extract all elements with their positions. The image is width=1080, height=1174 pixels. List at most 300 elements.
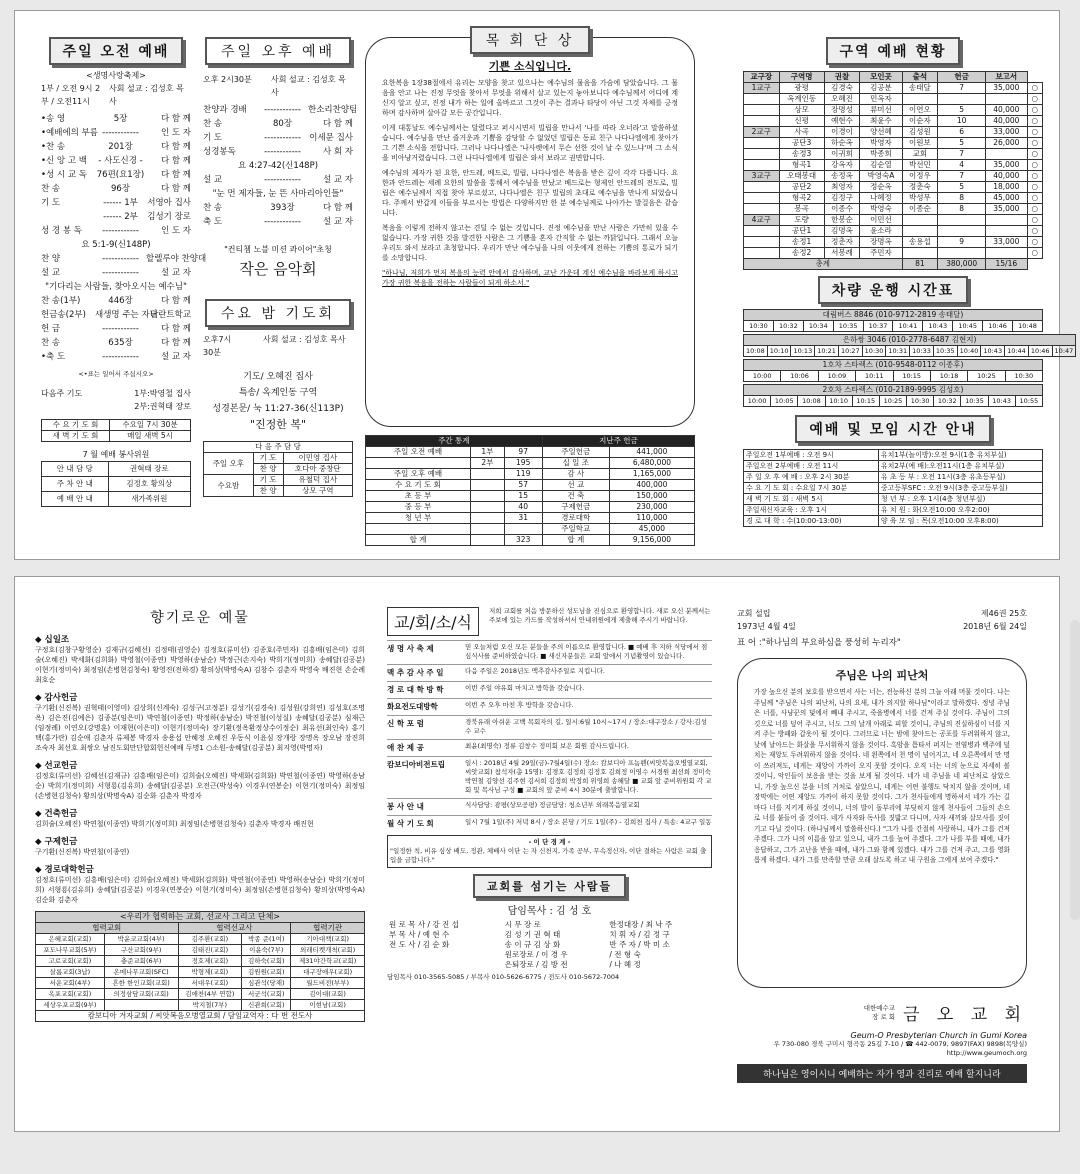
bus-time: 10:47: [1052, 346, 1076, 357]
district-cell: 송정2: [779, 248, 824, 259]
staff-cell: 김 성 기 권 혁 태: [504, 930, 561, 939]
offering-cell: 십 일 조: [542, 458, 609, 469]
news-title: 교/회/소/식: [387, 607, 479, 636]
offering-cell: 주일 오전 예배: [366, 447, 471, 458]
am-order-row: [41, 182, 191, 196]
partner-cell: 의정삼담교회(교회): [104, 989, 178, 1000]
am-order-row-cell: •송 영: [41, 114, 66, 124]
offering-cell: 경로대학: [542, 513, 609, 524]
am-subtitle: <생명사랑축제>: [86, 71, 146, 80]
bus-time: 10:31: [886, 346, 910, 357]
partner-cell: 정호제(교회): [178, 956, 242, 967]
schedule-cell: 새 벽 기 도 회 : 새벽 5시: [744, 494, 879, 505]
pm-order-row: [203, 103, 358, 117]
district-cell: 양선혜: [860, 127, 902, 138]
district-total-reports: 15/16: [986, 259, 1028, 270]
staff-row: [387, 950, 712, 960]
offering-cell: 중 등 부: [366, 502, 471, 513]
partners-head: 협력교회: [36, 923, 179, 934]
bus-route-table: [743, 384, 1043, 407]
bus-time: 10:46: [983, 321, 1013, 332]
offering-cell: 15: [504, 491, 542, 502]
bus-time: 10:27: [838, 346, 862, 357]
offering-cell: 57: [504, 480, 542, 491]
nw-service: 수요밤: [204, 475, 254, 497]
district-cell: [744, 138, 780, 149]
pastor-column: [365, 33, 695, 552]
report-check-icon: ○: [1027, 171, 1042, 182]
report-check-icon: ○: [1027, 127, 1042, 138]
page-scrollbar[interactable]: [1070, 620, 1080, 920]
am-order-row: [41, 238, 191, 252]
am-order-row: [41, 266, 191, 280]
am-order-row: [41, 350, 191, 364]
am-order-row: [41, 154, 191, 168]
partners-head: 협력선교사: [178, 923, 291, 934]
news-item-label: 월 삭 기 도 회: [387, 819, 434, 828]
staff-cell: 원 로 목 사 / 강 진 섭: [389, 920, 459, 929]
district-cell: 40,000: [986, 105, 1028, 116]
gift-section: ◆ 감사헌금: [35, 693, 78, 703]
am-order-row-cell: 다 함 께: [160, 114, 191, 124]
am-note: <•표는 일어서 주십시오>: [78, 370, 154, 378]
offering-row: [366, 480, 695, 491]
nw-service: 주일 오후: [204, 453, 254, 475]
staff-cell: 전 도 사 / 김 순 화: [389, 940, 450, 949]
offering-cell: 청 년 부: [366, 513, 471, 524]
news-item-label: 애 찬 제 공: [387, 743, 424, 752]
schedule-cell: 경 로 대 학 : 수(10:00-13:00): [744, 516, 879, 527]
bus-time: 10:55: [1015, 396, 1042, 407]
vol-name: 새가족위원: [108, 492, 190, 507]
district-title: 구역 예배 현황: [826, 37, 961, 65]
am-order-row-cell: 찬 송: [41, 184, 61, 194]
gift-list: 김정호(류미선) 김혜선(김재규) 김흥배(임은미) 김희술(오혜진) 박세화(김희화) 박연철(이종연) 박영하(송남순) 박희기(정미희) 서형룡(김유희) 송혜달(김공분) 오전근(박성숙) 이경우(연봉순) 이현기(정미숙) 최정임(손병현김청숙) 황의상(박명숙A) 김순화 김춘자 박경자: [35, 772, 365, 800]
offering-cell: 40: [504, 502, 542, 513]
schedule-row: [744, 494, 1043, 505]
offering-cell: 323: [504, 535, 542, 546]
church-name: 금 오 교 회: [903, 1005, 1027, 1025]
partner-cell: 온메나무교회(SFC): [104, 967, 178, 978]
report-check-icon: ○: [1027, 204, 1042, 215]
offering-cell: 195: [504, 458, 542, 469]
offering-cell: 97: [504, 447, 542, 458]
news-item-label: 신 학 포 럼: [387, 719, 424, 728]
news-item-text: 경북유래 아쉬운 고백 목회자의 길, 일시:6월 10시~17시 / 장소:대구장소 / 강사:김성수 교수: [465, 718, 707, 735]
news-item-text: 일시 : 2018년 4월 29일(금)-7월4일(수) 장소: 캄보디아 프놈펜(씨앗복음오병열교회, 씨앗교회) 참석자(총 15명): 김경호 김정희 김정호 김희정 이영수 서경원 최선희 정미숙 박연철 김양선 김주현 김서희 김정희 박정희 위영희 송혜달 ■ 교회 앞 준비위원회 각 교회 및 목사님 구성 ■ 교회의 앞 준비 4시 30분에 출발합니다.: [465, 759, 712, 794]
gift-list: 구기환(신진복) 박연철(이종연): [35, 848, 130, 856]
next-week-title: 다 음 주 담 당: [204, 442, 353, 453]
am-order-row-cell: 다 함 께: [160, 170, 191, 180]
am-order-row-cell: 다 함 께: [160, 156, 191, 166]
district-cell: [902, 215, 938, 226]
district-cell: 40,000: [986, 171, 1028, 182]
district-cell: 상모: [779, 105, 824, 116]
am-order-row-cell: 76편(요1장): [96, 170, 145, 180]
partner-cell: 대구장애우(교회): [291, 967, 365, 978]
partner-cell: 고로교회(교회): [36, 956, 105, 967]
pm-order-row-cell: 사 회 자: [322, 147, 353, 157]
volunteer-title: 7 월 예배 봉사위원: [82, 450, 150, 459]
partner-row: [36, 978, 365, 989]
schedule-cell: 유 치 원 : 화(오전10:00 오후2:00): [878, 505, 1042, 516]
am-order-row-cell: •찬 송: [41, 142, 66, 152]
gift-section: ◆ 십일조: [35, 635, 70, 645]
bus-time: 10:00: [744, 396, 771, 407]
district-header-cell: 교구장: [744, 72, 780, 83]
district-cell: [902, 226, 938, 237]
nw-role: 기 도: [253, 475, 283, 486]
district-cell: 사곡: [779, 127, 824, 138]
pm-order-list: [203, 103, 358, 229]
bus-time: 10:25: [879, 396, 906, 407]
am-order-row: [41, 196, 191, 210]
wed-pastor: 사회 설교 : 김성호 목사: [263, 335, 346, 344]
staff-cell: 은퇴장로 / 김 방 전: [504, 960, 568, 969]
pm-order-row-cell: ------------: [264, 217, 301, 227]
schedule-table: [743, 449, 1043, 527]
staff-cell: 원로장로 / 이 경 우: [504, 950, 568, 959]
staff-cell: / 전 형 숙: [609, 950, 641, 959]
staff-row: [387, 960, 712, 970]
am-order-row-cell: ------ 1부: [103, 198, 138, 208]
am-order-row-cell: 찬 양: [41, 254, 61, 264]
bus-time: 10:45: [953, 321, 983, 332]
partner-row: [36, 967, 365, 978]
schedule-cell: 주 일 오 후 예 배 : 오후 2시 30분: [744, 472, 879, 483]
news-item: [387, 815, 712, 829]
partner-cell: 기아대책(교회): [291, 934, 365, 945]
district-cell: 1교구: [744, 83, 780, 94]
wed-title: 수요 밤 기도회: [205, 299, 351, 327]
bus-route-name: 은하쌍 3046 (010-2778-6487 김현지): [744, 335, 1076, 346]
bus-time: 10:35: [961, 396, 988, 407]
staff-cell: [387, 950, 503, 960]
bus-time: 10:33: [910, 346, 934, 357]
district-cell: 8: [938, 193, 986, 204]
am-order-row-cell: 할렐루야 찬양대: [146, 254, 207, 264]
gift-section: ◆ 구제헌금: [35, 837, 78, 847]
pm-order-row-cell: ------------: [264, 133, 301, 143]
offering-cell: [366, 458, 471, 469]
bus-route-header: [744, 335, 1076, 346]
staff-row: [387, 930, 712, 940]
pm-order-row: [203, 145, 353, 159]
district-cell: 봉곡: [779, 204, 824, 215]
staff-row: [387, 940, 712, 950]
church-denomination: 대한예수교: [863, 1003, 896, 1012]
district-cell: 박종희: [860, 149, 902, 160]
district-cell: 윤소라: [860, 226, 902, 237]
district-cell: 김명옥: [824, 226, 860, 237]
bus-time: 10:43: [981, 346, 1005, 357]
district-cell: 송태달: [902, 83, 938, 94]
am-order-row-cell: 헌 금: [41, 324, 61, 334]
bulletin-outer-sheet: [14, 576, 1060, 1132]
pm-order-row: [203, 117, 353, 131]
partners-table: [35, 911, 365, 1022]
district-cell: 정순옥: [860, 182, 902, 193]
bus-time: 10:05: [771, 396, 798, 407]
news-item-label: 경 로 대 학 방 학: [387, 685, 444, 694]
staff-phones: 담임목사 010-3565-5085 / 부목사 010-5626-6775 / 전도사 010-5672-7004: [387, 973, 620, 981]
district-row: [744, 193, 1043, 204]
district-cell: 도량: [779, 215, 824, 226]
district-cell: [744, 105, 780, 116]
staff-table: [387, 920, 712, 970]
pm-order-row-cell: 찬 송: [203, 119, 223, 129]
district-total-att: 81: [902, 259, 938, 270]
wed-line-1: 기도/ 오혜진 집사: [243, 372, 313, 382]
am-order-row-cell: •신 앙 고 백: [41, 156, 87, 166]
news-item-text: 다음 주일은 2018년도 맥추감사주일로 지킵니다.: [465, 667, 605, 675]
district-cell: [744, 248, 780, 259]
schedule-row: [744, 450, 1043, 461]
pm-order-row-text: 요 4:27-42(신148P): [237, 161, 319, 171]
district-cell: 오혜진: [824, 94, 860, 105]
bus-time: 10:11: [856, 371, 893, 382]
partner-row: [36, 956, 365, 967]
bus-time: 10:41: [893, 321, 923, 332]
last-week-offering-header: 지난주 헌금: [542, 436, 694, 447]
offering-cell: 주일 오후 예배: [366, 469, 471, 480]
district-cell: [744, 237, 780, 248]
offering-row: [366, 469, 695, 480]
district-cell: 7: [938, 149, 986, 160]
am-order-row-text: 요 5:1-9(신148P): [81, 240, 151, 250]
bus-time: 10:30: [744, 321, 774, 332]
established-label: 교회 설립: [737, 609, 771, 618]
schedule-row: [744, 505, 1043, 516]
nw-role: 기 도: [253, 453, 283, 464]
district-cell: [744, 94, 780, 105]
offering-cell: [471, 524, 505, 535]
bus-time: 10:15: [893, 371, 930, 382]
offering-cell: 31: [504, 513, 542, 524]
partner-cell: 살롬교회(3납): [36, 967, 105, 978]
schedule-cell: 양 육 모 임 : 목(오전10:00 오후8:00): [878, 516, 1042, 527]
am-order-row-cell: 635장: [108, 338, 133, 348]
district-cell: 9: [938, 237, 986, 248]
bus-time: 10:30: [862, 346, 886, 357]
am-order-row-cell: ------------: [102, 226, 139, 236]
staff-title: 교회를 섬기는 사람들: [473, 874, 626, 898]
staff-cell: / 나 혜 정: [609, 960, 641, 969]
am-order-row-cell: •축 도: [41, 352, 66, 362]
gift-section: ◆ 경로대학헌금: [35, 865, 94, 875]
am-order-row-cell: [41, 210, 95, 224]
offering-row: [366, 458, 695, 469]
district-cell: 박영숙: [860, 204, 902, 215]
am-order-row-cell: 446장: [108, 296, 133, 306]
district-cell: 최윤수: [860, 116, 902, 127]
district-cell: 40,000: [986, 116, 1028, 127]
schedule-row: [744, 516, 1043, 527]
district-cell: [902, 248, 938, 259]
district-cell: 하순옥: [824, 138, 860, 149]
district-row: [744, 226, 1043, 237]
report-check-icon: ○: [1027, 226, 1042, 237]
offering-cell: 6,480,000: [609, 458, 694, 469]
pm-order-row-cell: 찬 송: [203, 203, 223, 213]
district-cell: 이연오: [902, 105, 938, 116]
offering-cell: [471, 491, 505, 502]
bus-time: 10:35: [833, 321, 863, 332]
bus-time: 10:43: [923, 321, 953, 332]
offering-cell: 110,000: [609, 513, 694, 524]
district-cell: 45,000: [986, 193, 1028, 204]
report-check-icon: ○: [1027, 160, 1042, 171]
district-cell: 강옥자: [824, 160, 860, 171]
district-cell: [986, 149, 1028, 160]
partner-row: [36, 1000, 365, 1011]
news-item-label: 봉 사 안 내: [387, 802, 424, 811]
prayer-time: 수요일 7시 30분: [110, 420, 191, 431]
district-cell: 송정1: [779, 237, 824, 248]
district-cell: 공단3: [779, 138, 824, 149]
offering-cell: 선 교: [542, 480, 609, 491]
am-order-row: [41, 112, 191, 126]
news-item-text: 일시 7월 1일(주) 저녁 8시 / 장소 본당 / 기도 1일(주) - 김희천 집사 / 특송: 4교구 일동: [465, 818, 712, 826]
bus-route-header: [744, 385, 1043, 396]
district-header-cell: 출석: [902, 72, 938, 83]
vol-name: 김정호 황의상: [108, 477, 190, 492]
am-order-row-cell: 다 함 께: [160, 324, 191, 334]
senior-pastor: 담임목사 : 김 성 호: [507, 906, 592, 917]
am-order-row-cell: •성 시 교 독: [41, 170, 87, 180]
am-title: 주일 오전 예배: [49, 37, 184, 65]
district-row: [744, 248, 1043, 259]
poem-box: [737, 658, 1027, 988]
offering-cell: 구제헌금: [542, 502, 609, 513]
district-header-cell: 헌금: [938, 72, 986, 83]
prayer-time: 매일 새벽 5시: [110, 431, 191, 442]
partner-cell: 구산교회(9부): [104, 945, 178, 956]
vol-name: 권혁태 장로: [108, 462, 190, 477]
offering-cell: 합 계: [366, 535, 471, 546]
warning-box: [387, 835, 712, 868]
pm-order-row-cell: 설 교 자: [322, 217, 353, 227]
news-list: [387, 640, 712, 829]
district-cell: 이민선: [860, 215, 902, 226]
district-cell: [744, 226, 780, 237]
bus-route-table: [743, 309, 1043, 332]
warning-title: - 이 단 경 계 -: [528, 838, 571, 846]
pastor-paragraph: 이게 대통날도 예수님께서는 달렸다고 퍼시시면서 빌립을 만나서 '나를 따라 오너라'고 말씀하셨습니다. 예수님을 만난 즐거운과 기쁨을 감당할 수 없었던 빌립은 동료 친구 나다나엘에게 찾아가 그 기쁜 소식을 전합니다. 그러나 나다나엘은 '나사렛에서 무슨 선한 것이 날 수 있느냐'며 그 소식을 비아냥거렸습니다. 그런 나다나엘에게 빌립은 와서 보라고 권면합니다.: [382, 124, 678, 162]
pm-order-row-cell: 찬양과 경배: [203, 105, 247, 115]
district-cell: 신평: [779, 116, 824, 127]
schedule-title: 예배 및 모임 시간 안내: [795, 415, 990, 443]
volunteer-table: [41, 461, 191, 507]
district-cell: 18,000: [986, 182, 1028, 193]
partner-cell: 박형제(교회): [178, 967, 242, 978]
am-order-row-cell: - 사도신경 -: [98, 156, 143, 166]
partner-cell: 제31야간학교(교회): [291, 956, 365, 967]
partner-cell: 서운교회(4부): [36, 978, 105, 989]
district-cell: 민옥자: [860, 94, 902, 105]
staff-cell: 치 휘 자 / 김 정 구: [609, 930, 670, 939]
offering-cell: 150,000: [609, 491, 694, 502]
bulletin-inner-sheet: [14, 10, 1074, 560]
partner-cell: 김원원(교회): [242, 967, 291, 978]
partner-row: [36, 945, 365, 956]
am-order-row-cell: 서영아 집사: [147, 198, 191, 208]
district-cell: 4: [938, 160, 986, 171]
schedule-cell: 수 요 기 도 회 : 수요일 7시 30분: [744, 483, 879, 494]
staff-cell: [387, 960, 503, 970]
district-cell: [938, 215, 986, 226]
district-cell: 예현수: [824, 116, 860, 127]
district-cell: 5: [938, 138, 986, 149]
nw-person: 호다아 중창단: [283, 464, 352, 475]
am-order-row-cell: 새생명 주는 자녀: [95, 310, 158, 320]
nw-role: 찬 양: [253, 486, 283, 497]
concert-title: 작은 음악회: [239, 260, 317, 278]
pm-time: 오후 2시30분: [203, 75, 252, 84]
district-cell: 김성원: [902, 127, 938, 138]
am-order-row-cell: 설 교: [41, 268, 61, 278]
partners-head: 협력기관: [291, 923, 365, 934]
district-cell: [902, 94, 938, 105]
bus-times-row: [744, 321, 1043, 332]
partner-cell: 신관희(교회): [242, 1000, 291, 1011]
district-cell: [986, 215, 1028, 226]
pm-order-row-cell: 축 도: [203, 217, 223, 227]
report-check-icon: ○: [1027, 83, 1042, 94]
district-cell: 송정3: [779, 149, 824, 160]
pm-order-row: [203, 173, 353, 187]
offering-cell: [471, 502, 505, 513]
pm-order-row-cell: 80장: [272, 119, 293, 129]
district-cell: 정춘자: [824, 237, 860, 248]
district-cell: 공단1: [779, 226, 824, 237]
established-date: 1973년 4월 4일: [737, 622, 796, 631]
offering-cell: [504, 524, 542, 535]
district-cell: 형곡1: [779, 160, 824, 171]
am-order-row-cell: 찬 송(1부): [41, 296, 81, 306]
bus-route-header: [744, 310, 1043, 321]
district-cell: 오태봉대: [779, 171, 824, 182]
warning-text: "일정한 칙, 비유 심상 배도, 정관, 체배사 이단 는 자 신천지, 가족 공부, 무속정신자, 이단 결하는 사람은 교회 출입을 금합니다.": [390, 847, 707, 864]
partner-cell: 박종 준(1여): [242, 934, 291, 945]
am-order-row-cell: 설 교 자: [160, 352, 191, 362]
am-order-row-cell: ------------: [102, 128, 139, 138]
district-cell: 이정우: [902, 171, 938, 182]
offering-row: [366, 491, 695, 502]
news-item: [387, 798, 712, 812]
next-prayer-1: 1부:박영철 집사: [134, 389, 191, 398]
schedule-row: [744, 472, 1043, 483]
offering-cell: 45,000: [609, 524, 694, 535]
pm-pastor: 사회 설교 : 김성호 목사: [271, 75, 346, 97]
pastor-title: 목 회 단 상: [470, 26, 590, 54]
news-item: [387, 715, 712, 736]
am-order-row-cell: 5장: [113, 114, 128, 124]
report-check-icon: ○: [1027, 215, 1042, 226]
district-row: [744, 204, 1043, 215]
district-header-cell: 보고서: [986, 72, 1028, 83]
am-order-row: [41, 336, 191, 350]
am-order-row-cell: ------ 2부: [103, 212, 138, 222]
am-order-row-cell: 성 경 봉 독: [41, 226, 82, 236]
gift-list: 구정호(김창구황영순) 김재규(김혜선) 김정태(권영순) 김정호(류미선) 김종호(주민자) 김흥배(임은미) 김희술(오혜진) 박세화(김희화) 박영철(이종연) 박영하(송남순) 박정근(손지숙) 박희기(정미희) 송혜달(김공분) 이현기(정미숙) 최정임(손병현김청숙) 황영진(전하경) 황의상(박명숙A) 김창수 김춘자 박영숙 배진현 손순례 최호순: [35, 646, 365, 684]
pastor-paragraph: 요한복음 1장38절에서 유리는 모양을 찾고 있으나는 예수님의 물음을 가슴에 담았습니다. 그 물음을 안고 나는 진정 무엇을 찾아서 무엇을 위해서 살고 있는지 놓아보니다 예수님께서 어디에 계신지 알고 싶고, 진정 내가 하는 일에 올바르고 그것이 주는 결과나 타당이 아닌 그것 자체를 긍정하며 감사하며 살아갈 모든 공간입니다.: [382, 79, 678, 117]
cover-column: [737, 607, 1027, 1127]
staff-cell: 송 이 규 김 상 화: [504, 940, 561, 949]
partner-cell: 외래티켓개척(교회): [291, 945, 365, 956]
am-order-row-cell: 인 도 자: [160, 128, 191, 138]
offering-cell: [366, 524, 471, 535]
